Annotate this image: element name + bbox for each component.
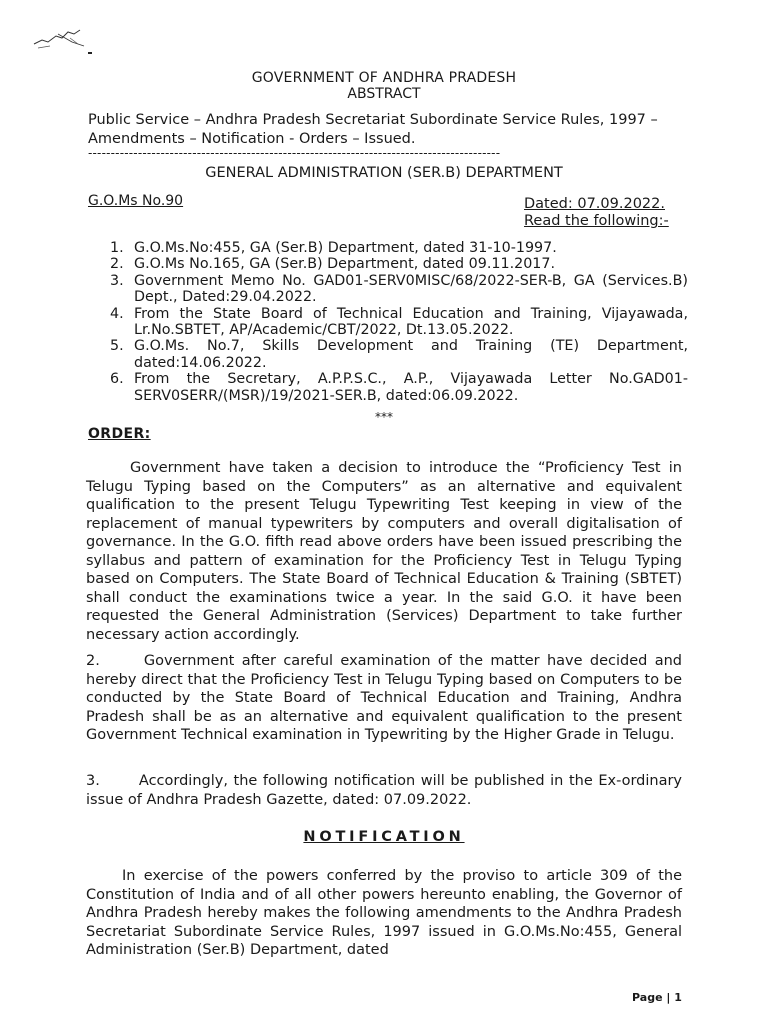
section-stars: *** bbox=[375, 410, 393, 424]
references-list bbox=[110, 240, 688, 404]
reference-text: G.O.Ms No.165, GA (Ser.B) Department, dated 09.11.2017. bbox=[134, 256, 556, 273]
reference-number: 5. bbox=[110, 338, 124, 355]
reference-text: Government Memo No. GAD01-SERV0MISC/68/2022-SER-B, GA (Services.B) Dept., Dated:29.04.2022. bbox=[134, 272, 688, 306]
government-heading: GOVERNMENT OF ANDHRA PRADESH bbox=[251, 70, 517, 86]
page-number: Page | 1 bbox=[632, 991, 682, 1004]
reference-item bbox=[110, 371, 688, 404]
reference-number: 1. bbox=[110, 240, 124, 256]
order-paragraph-1: Government have taken a decision to introduce the “Proficiency Test in Telugu Typing based on the Computers” as an alternative and equivalent qualification to the present Telugu Typewriting Test keeping in view of the replacement of manual typewriters by computers and overall digitalisation of governance. In the G.O. fifth read above orders have been issued prescribing the syllabus and pattern of examination for the Proficiency Test in Telugu Typing based on Computers. The State Board of Technical Education & Training (SBTET) shall conduct the examinations twice a year. In the said G.O. it have been requested the General Administration (Services) Department to take further necessary action accordingly. bbox=[86, 460, 682, 643]
reference-number: 4. bbox=[110, 305, 124, 322]
reference-item bbox=[110, 256, 688, 272]
go-number: G.O.Ms No.90 bbox=[88, 193, 184, 209]
separator-line: ------------------------------------------------------------------------------------------- bbox=[88, 146, 501, 160]
subject-line: Public Service – Andhra Pradesh Secretariat Subordinate Service Rules, 1997 – Amendments – Notification - Orders – Issued. bbox=[88, 112, 658, 147]
reference-number: 2. bbox=[110, 256, 124, 273]
reference-item bbox=[110, 306, 688, 339]
reference-text: From the Secretary, A.P.P.S.C., A.P., Vijayawada Letter No.GAD01-SERV0SERR/(MSR)/19/2021-SER.B, dated:06.09.2022. bbox=[134, 371, 688, 404]
order-heading: ORDER: bbox=[88, 426, 151, 442]
reference-number: 6. bbox=[110, 371, 124, 388]
reference-item bbox=[110, 338, 688, 371]
reference-text: From the State Board of Technical Education and Training, Vijayawada, Lr.No.SBTET, AP/Academic/CBT/2022, Dt.13.05.2022. bbox=[134, 305, 688, 339]
handwritten-mark-icon bbox=[28, 22, 98, 62]
reference-item bbox=[110, 240, 688, 256]
notification-paragraph: In exercise of the powers conferred by the proviso to article 309 of the Constitution of India and of all other powers hereunto enabling, the Governor of Andhra Pradesh hereby makes the following amendments to the Andhra Pradesh Secretariat Subordinate Service Rules, 1997 issued in G.O.Ms.No:455, General Administration (Ser.B) Department, dated bbox=[86, 868, 682, 958]
department-heading: GENERAL ADMINISTRATION (SER.B) DEPARTMENT bbox=[205, 165, 563, 181]
reference-text: G.O.Ms. No.7, Skills Development and Training (TE) Department, dated:14.06.2022. bbox=[134, 338, 688, 371]
order-paragraph-3: 3. Accordingly, the following notification will be published in the Ex-ordinary issue of Andhra Pradesh Gazette, dated: 07.09.2022. bbox=[86, 773, 682, 808]
order-paragraph-2: 2. Government after careful examination of the matter have decided and hereby direct that the Proficiency Test in Telugu Typing based on Computers to be conducted by the State Board of Technical Education and Training, Andhra Pradesh shall be as an alternative and equivalent qualification to the present Government Technical examination in Typewriting by the Higher Grade in Telugu. bbox=[86, 653, 682, 743]
reference-number: 3. bbox=[110, 272, 124, 289]
dated-label: Dated: 07.09.2022. bbox=[524, 196, 665, 212]
notification-heading: NOTIFICATION bbox=[303, 829, 465, 845]
read-following-label: Read the following:- bbox=[524, 213, 669, 229]
abstract-heading: ABSTRACT bbox=[347, 86, 421, 102]
reference-item bbox=[110, 273, 688, 306]
reference-text: G.O.Ms.No:455, GA (Ser.B) Department, dated 31-10-1997. bbox=[134, 240, 557, 256]
